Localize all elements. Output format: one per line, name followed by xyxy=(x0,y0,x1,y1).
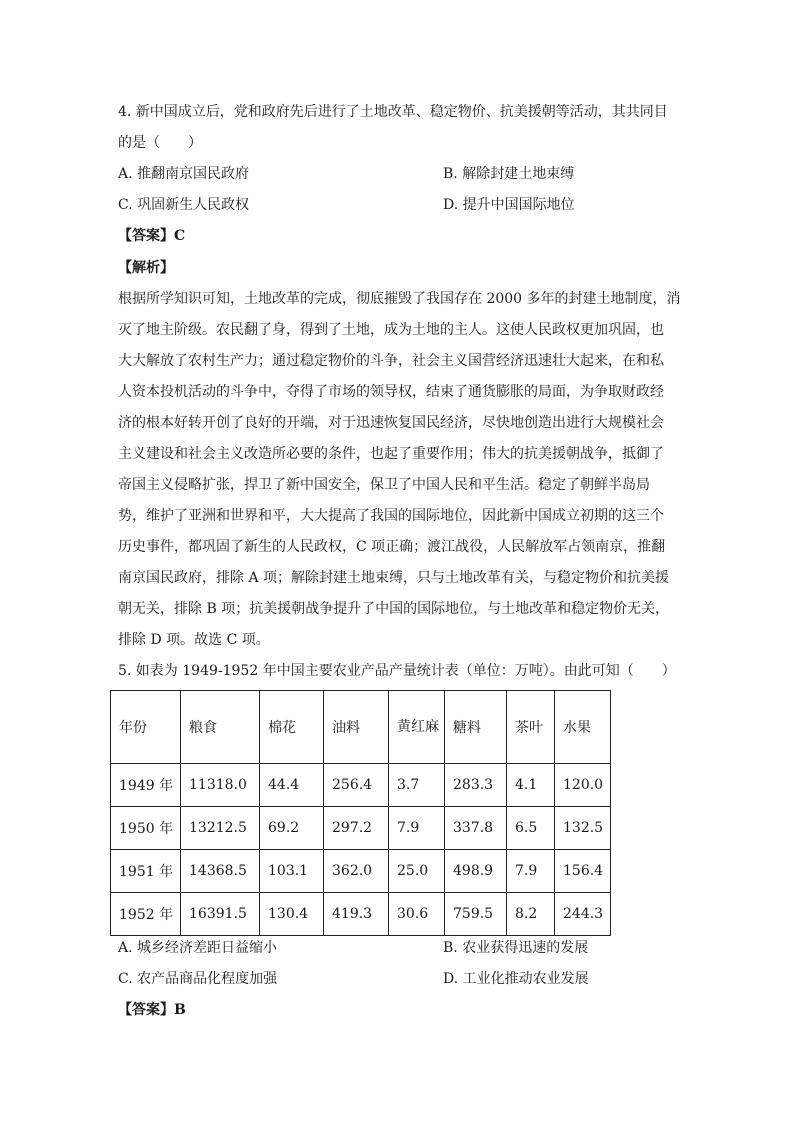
table-cell: 69.2 xyxy=(260,807,324,850)
q4-option-c: C. 巩固新生人民政权 xyxy=(118,197,250,213)
table-cell: 14368.5 xyxy=(181,850,260,893)
table-cell: 759.5 xyxy=(445,893,507,936)
table-cell: 1951 年 xyxy=(111,850,181,893)
table-cell: 362.0 xyxy=(324,850,389,893)
table-cell: 244.3 xyxy=(555,893,611,936)
q4-analysis-line: 大大解放了农村生产力；通过稳定物价的斗争，社会主义国营经济迅速壮大起来，在和私 xyxy=(118,353,664,369)
table-cell: 1950 年 xyxy=(111,807,181,850)
table-cell: 25.0 xyxy=(389,850,445,893)
table-cell: 1952 年 xyxy=(111,893,181,936)
q4-option-d: D. 提升中国国际地位 xyxy=(443,197,575,213)
q4-analysis-label: 【解析】 xyxy=(118,260,174,276)
table-header-cell: 水果 xyxy=(555,691,611,764)
q4-stem-line-1: 4. 新中国成立后，党和政府先后进行了土地改革、稳定物价、抗美援朝等活动，其共同目 xyxy=(118,104,668,120)
q4-analysis-line: 南京国民政府，排除 A 项；解除封建土地束缚，只与土地改革有关，与稳定物价和抗美援 xyxy=(118,570,670,586)
table-cell: 11318.0 xyxy=(181,764,260,807)
table-header-cell: 粮食 xyxy=(181,691,260,764)
q4-analysis-line: 济的根本好转开创了良好的开端，对于迅速恢复国民经济，尽快地创造出进行大规模社会 xyxy=(118,415,664,431)
table-row xyxy=(111,807,611,850)
table-cell: 337.8 xyxy=(445,807,507,850)
q4-analysis-line: 历史事件，都巩固了新生的人民政权，C 项正确；渡江战役，人民解放军占领南京，推翻 xyxy=(118,539,666,555)
table-cell: 30.6 xyxy=(389,893,445,936)
q4-analysis-line: 人资本投机活动的斗争中，夺得了市场的领导权，结束了通货膨胀的局面，为争取财政经 xyxy=(118,384,664,400)
table-cell: 6.5 xyxy=(507,807,555,850)
table-cell: 7.9 xyxy=(507,850,555,893)
table-header-cell: 糖料 xyxy=(445,691,507,764)
table-cell: 4.1 xyxy=(507,764,555,807)
table-cell: 297.2 xyxy=(324,807,389,850)
q4-answer: 【答案】C xyxy=(118,228,186,244)
table-cell: 156.4 xyxy=(555,850,611,893)
production-table xyxy=(110,690,611,936)
table-header-row xyxy=(111,691,611,764)
q4-option-a: A. 推翻南京国民政府 xyxy=(118,166,250,182)
q5-answer: 【答案】B xyxy=(118,1002,186,1018)
q5-option-c: C. 农产品商品化程度加强 xyxy=(118,971,278,987)
q4-analysis-line: 根据所学知识可知，土地改革的完成，彻底摧毁了我国存在 2000 多年的封建土地制度，消 xyxy=(118,291,681,307)
q5-option-b: B. 农业获得迅速的发展 xyxy=(443,940,589,956)
table-cell: 132.5 xyxy=(555,807,611,850)
q5-option-a: A. 城乡经济差距日益缩小 xyxy=(118,940,278,956)
q4-analysis-line: 势，维护了亚洲和世界和平，大大提高了我国的国际地位，因此新中国成立初期的这三个 xyxy=(118,508,664,524)
table-cell: 419.3 xyxy=(324,893,389,936)
table-cell: 8.2 xyxy=(507,893,555,936)
q4-analysis-line: 排除 D 项。故选 C 项。 xyxy=(118,632,270,648)
table-cell: 16391.5 xyxy=(181,893,260,936)
q4-analysis-line: 主义建设和社会主义改造所必要的条件，也起了重要作用；伟大的抗美援朝战争，抵御了 xyxy=(118,446,664,462)
table-cell: 498.9 xyxy=(445,850,507,893)
table-cell: 3.7 xyxy=(389,764,445,807)
table-cell: 103.1 xyxy=(260,850,324,893)
q5-stem: 5. 如表为 1949-1952 年中国主要农业产品产量统计表（单位：万吨）。由此可知（ ） xyxy=(118,663,676,679)
q4-stem-line-2: 的是（ ） xyxy=(118,135,202,151)
q4-analysis-line: 灭了地主阶级。农民翻了身，得到了土地，成为土地的主人。这使人民政权更加巩固，也 xyxy=(118,322,664,338)
table-row xyxy=(111,764,611,807)
table-header-cell: 年份 xyxy=(111,691,181,764)
table-cell: 7.9 xyxy=(389,807,445,850)
q5-option-d: D. 工业化推动农业发展 xyxy=(443,971,589,987)
q4-analysis-line: 朝无关，排除 B 项；抗美援朝战争提升了中国的国际地位，与土地改革和稳定物价无关， xyxy=(118,601,670,617)
table-header-cell: 油料 xyxy=(324,691,389,764)
table-cell: 120.0 xyxy=(555,764,611,807)
table-cell: 13212.5 xyxy=(181,807,260,850)
table-cell: 44.4 xyxy=(260,764,324,807)
table-cell: 1949 年 xyxy=(111,764,181,807)
table-header-cell: 棉花 xyxy=(260,691,324,764)
q4-analysis-line: 帝国主义侵略扩张，捍卫了新中国安全，保卫了中国人民和平生活。稳定了朝鲜半岛局 xyxy=(118,477,650,493)
table-row xyxy=(111,893,611,936)
table-header-cell: 茶叶 xyxy=(507,691,555,764)
table-cell: 130.4 xyxy=(260,893,324,936)
table-row xyxy=(111,850,611,893)
q4-option-b: B. 解除封建土地束缚 xyxy=(443,166,575,182)
table-header-cell: 黄红麻 xyxy=(389,691,445,764)
table-cell: 256.4 xyxy=(324,764,389,807)
table-cell: 283.3 xyxy=(445,764,507,807)
